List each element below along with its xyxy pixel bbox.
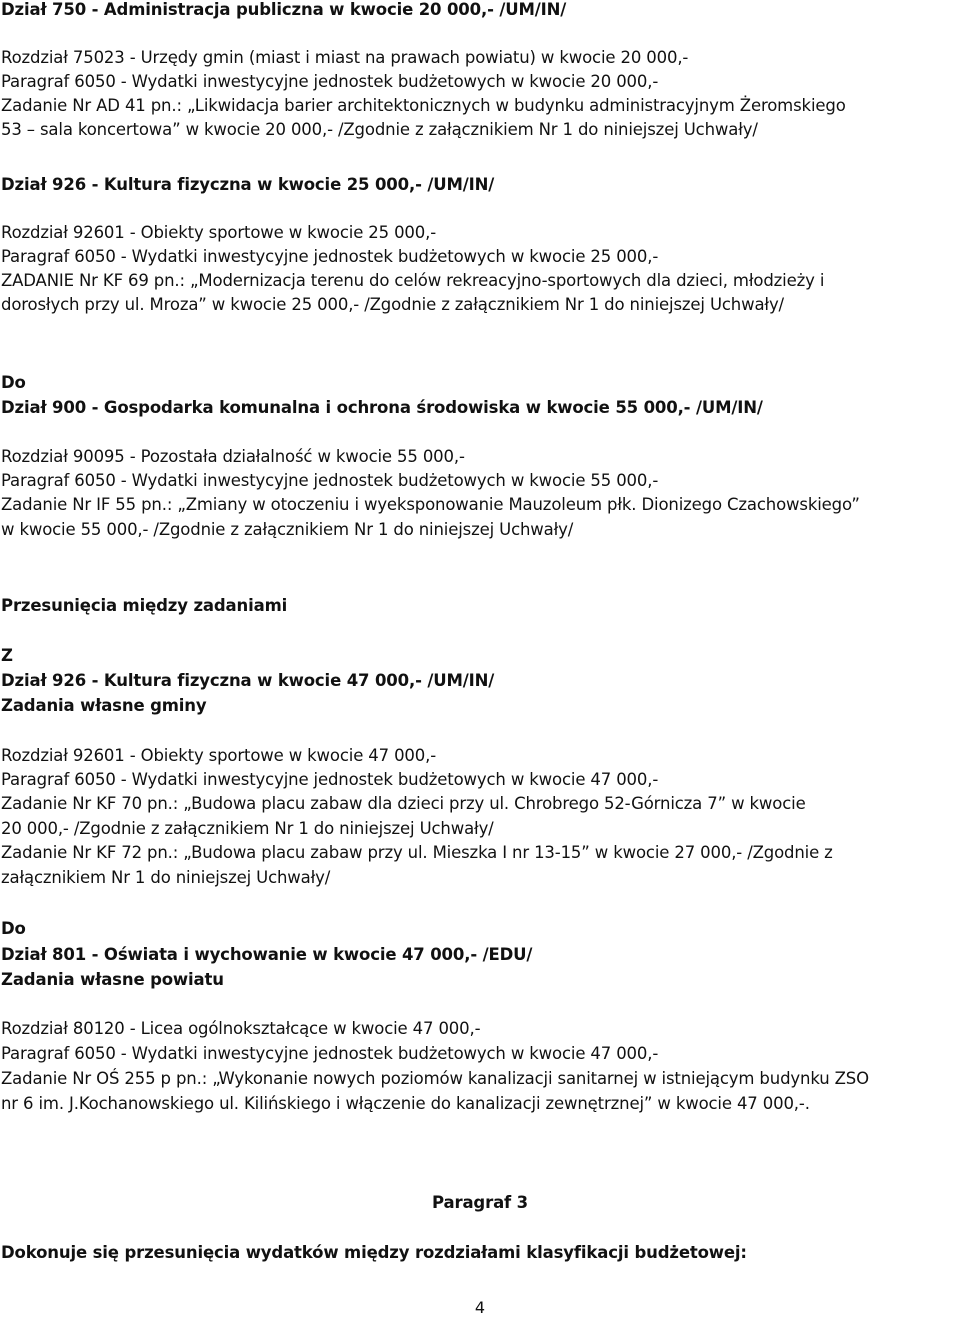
chapter-line-92601: Rozdział 92601 - Obiekty sportowe w kwocie 25 000,- — [1, 223, 437, 242]
task-line-kf-69-continued: dorosłych przy ul. Mroza” w kwocie 25 000,- /Zgodnie z załącznikiem Nr 1 do niniejszej Uchwały/ — [1, 295, 784, 314]
transfer-to-label: Do — [1, 373, 26, 392]
paragraph-line-6050: Paragraf 6050 - Wydatki inwestycyjne jednostek budżetowych w kwocie 25 000,- — [1, 247, 659, 266]
county-tasks-heading: Zadania własne powiatu — [1, 970, 224, 989]
section-heading-dzial-900: Dział 900 - Gospodarka komunalna i ochrona środowiska w kwocie 55 000,- /UM/IN/ — [1, 398, 763, 417]
section-heading-dzial-926: Dział 926 - Kultura fizyczna w kwocie 25 000,- /UM/IN/ — [1, 175, 495, 194]
task-line-kf-70-continued: 20 000,- /Zgodnie z załącznikiem Nr 1 do niniejszej Uchwały/ — [1, 819, 494, 838]
task-line-ad-41-continued: 53 – sala koncertowa” w kwocie 20 000,- /Zgodnie z załącznikiem Nr 1 do niniejszej Uchwały/ — [1, 120, 758, 139]
paragraph-line-6050: Paragraf 6050 - Wydatki inwestycyjne jednostek budżetowych w kwocie 20 000,- — [1, 72, 659, 91]
section-heading-dzial-926-transfer: Dział 926 - Kultura fizyczna w kwocie 47 000,- /UM/IN/ — [1, 671, 495, 690]
task-line-if-55-continued: w kwocie 55 000,- /Zgodnie z załącznikiem Nr 1 do niniejszej Uchwały/ — [1, 520, 574, 539]
task-line-kf-72-continued: załącznikiem Nr 1 do niniejszej Uchwały/ — [1, 868, 331, 887]
chapter-line-75023: Rozdział 75023 - Urzędy gmin (miast i miast na prawach powiatu) w kwocie 20 000,- — [1, 48, 689, 67]
paragraph-line-6050: Paragraf 6050 - Wydatki inwestycyjne jednostek budżetowych w kwocie 55 000,- — [1, 471, 659, 490]
task-line-kf-70: Zadanie Nr KF 70 pn.: „Budowa placu zabaw dla dzieci przy ul. Chrobrego 52-Górnicza 7” w kwocie — [1, 794, 806, 813]
municipal-tasks-heading: Zadania własne gminy — [1, 696, 207, 715]
transfer-from-label: Z — [1, 646, 13, 665]
task-line-kf-72: Zadanie Nr KF 72 pn.: „Budowa placu zabaw przy ul. Mieszka I nr 13-15” w kwocie 27 000,- /Zgodnie z — [1, 843, 833, 862]
task-line-if-55: Zadanie Nr IF 55 pn.: „Zmiany w otoczeniu i wyeksponowanie Mauzoleum płk. Dionizego Czachowskiego” — [1, 495, 860, 514]
transfer-to-label: Do — [1, 919, 26, 938]
paragraph-line-6050: Paragraf 6050 - Wydatki inwestycyjne jednostek budżetowych w kwocie 47 000,- — [1, 770, 659, 789]
chapter-line-80120: Rozdział 80120 - Licea ogólnokształcące w kwocie 47 000,- — [1, 1019, 481, 1038]
task-line-kf-69: ZADANIE Nr KF 69 pn.: „Modernizacja terenu do celów rekreacyjno-sportowych dla dzieci, młodzieży i — [1, 271, 825, 290]
task-line-os-255: Zadanie Nr OŚ 255 p pn.: „Wykonanie nowych poziomów kanalizacji sanitarnej w istniejącym budynku ZSO — [1, 1069, 869, 1088]
budget-transfer-intro: Dokonuje się przesunięcia wydatków między rozdziałami klasyfikacji budżetowej: — [1, 1243, 747, 1262]
task-line-ad-41: Zadanie Nr AD 41 pn.: „Likwidacja barier architektonicznych w budynku administracyjnym Żeromskiego — [1, 96, 846, 115]
page-number: 4 — [474, 1298, 486, 1317]
chapter-line-92601-transfer: Rozdział 92601 - Obiekty sportowe w kwocie 47 000,- — [1, 746, 437, 765]
section-heading-dzial-801: Dział 801 - Oświata i wychowanie w kwocie 47 000,- /EDU/ — [1, 945, 533, 964]
section-heading-przesuniecia: Przesunięcia między zadaniami — [1, 596, 288, 615]
paragraph-3-heading: Paragraf 3 — [431, 1193, 529, 1212]
task-line-os-255-continued: nr 6 im. J.Kochanowskiego ul. Kilińskiego i włączenie do kanalizacji zewnętrznej” w kwocie 47 000,-. — [1, 1094, 810, 1113]
section-heading-dzial-750: Dział 750 - Administracja publiczna w kwocie 20 000,- /UM/IN/ — [1, 0, 567, 19]
chapter-line-90095: Rozdział 90095 - Pozostała działalność w kwocie 55 000,- — [1, 447, 465, 466]
paragraph-line-6050: Paragraf 6050 - Wydatki inwestycyjne jednostek budżetowych w kwocie 47 000,- — [1, 1044, 659, 1063]
